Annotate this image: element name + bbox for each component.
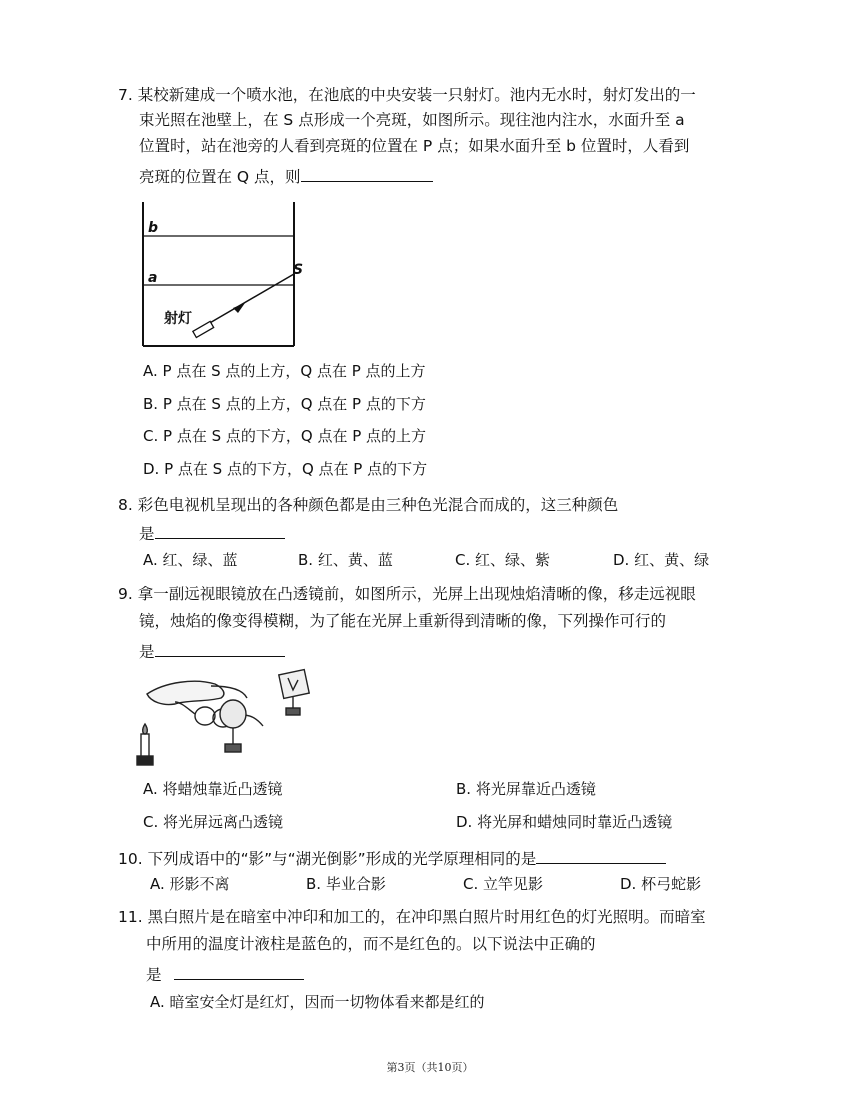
q10-option-d: D. 杯弓蛇影: [620, 875, 702, 893]
q9-option-c: C. 将光屏远离凸透镜: [143, 813, 284, 831]
q7-line4-text: 亮斑的位置在 Q 点，则: [139, 168, 301, 186]
q10-option-c: C. 立竿见影: [463, 875, 544, 893]
q9-line1: 9. 拿一副远视眼镜放在凸透镜前，如图所示，光屏上出现烛焰清晰的像，移走远视眼: [118, 585, 696, 603]
label-s: S: [293, 262, 304, 278]
q11-line1: 11. 黑白照片是在暗室中冲印和加工的，在冲印黑白照片时用红色的灯光照明。而暗室: [118, 908, 706, 926]
answer-blank: [174, 962, 304, 980]
hand-shape: [147, 681, 224, 704]
page-number-footer: 第3页（共10页）: [386, 1061, 474, 1074]
q9-option-a: A. 将蜡烛靠近凸透镜: [143, 780, 283, 798]
pool-figure: [140, 200, 304, 350]
q8-line1: [118, 494, 760, 516]
q7-option-d: D. P 点在 S 点的下方，Q 点在 P 点的下方: [143, 460, 428, 478]
convex-lens-shape: [220, 700, 246, 728]
lens-experiment-figure: [135, 668, 325, 770]
q11-line2-text: 中所用的温度计液柱是蓝色的，而不是红色的。以下说法中正确的: [146, 935, 596, 953]
q9-option-b: B. 将光屏靠近凸透镜: [456, 780, 596, 798]
q9-line3-text: 是: [139, 643, 155, 661]
q10-line1-text: 10. 下列成语中的“影”与“湖光倒影”形成的光学原理相同的是: [118, 850, 537, 868]
label-spotlight: 射灯: [164, 311, 192, 327]
q7-line4: [139, 164, 433, 188]
q7-option-c: C. P 点在 S 点的下方，Q 点在 P 点的上方: [143, 427, 427, 445]
q7-line3: 位置时，站在池旁的人看到亮斑的位置在 P 点；如果水面升至 b 位置时，人看到: [139, 137, 690, 155]
q8-line2-text: 是: [139, 525, 155, 543]
q11-line3-text: 是: [146, 966, 162, 984]
label-b: b: [148, 220, 159, 236]
q10-option-b: B. 毕业合影: [306, 875, 386, 893]
flame-shape: [143, 724, 148, 734]
q11-line3: [146, 962, 304, 986]
q7-option-a: A. P 点在 S 点的上方，Q 点在 P 点的上方: [143, 362, 426, 380]
answer-blank: [536, 846, 666, 864]
q7-option-b: B. P 点在 S 点的上方，Q 点在 P 点的下方: [143, 395, 426, 413]
q7-line2: 束光照在池壁上，在 S 点形成一个亮斑，如图所示。现往池内注水，水面升至 a: [139, 111, 685, 129]
q8-option-a: A. 红、绿、蓝: [143, 551, 238, 569]
q11-option-a: A. 暗室安全灯是红灯，因而一切物体看来都是红的: [150, 993, 485, 1011]
answer-blank: [155, 639, 285, 657]
spotlight-shape: [193, 321, 214, 337]
q8-line2: [139, 521, 285, 545]
q8-option-c: C. 红、绿、紫: [455, 551, 551, 569]
q9-option-d: D. 将光屏和蜡烛同时靠近凸透镜: [456, 813, 673, 831]
answer-blank: [155, 521, 285, 539]
q8-line1-text: 8. 彩色电视机呈现出的各种颜色都是由三种色光混合而成的，这三种颜色: [118, 496, 619, 514]
q8-option-b: B. 红、黄、蓝: [298, 551, 393, 569]
q9-line2: 镜，烛焰的像变得模糊，为了能在光屏上重新得到清晰的像，下列操作可行的: [139, 612, 667, 630]
label-a: a: [148, 270, 158, 286]
q11-line2: [146, 933, 760, 955]
answer-blank: [301, 164, 433, 182]
q10-line1: [118, 846, 666, 870]
light-ray-arrow: [233, 303, 245, 313]
q7-line1: 7. 某校新建成一个喷水池，在池底的中央安装一只射灯。池内无水时，射灯发出的一: [118, 86, 696, 104]
q9-line3: [139, 639, 285, 663]
q8-option-d: D. 红、黄、绿: [613, 551, 710, 569]
q10-option-a: A. 形影不离: [150, 875, 230, 893]
screen-shape: [279, 670, 309, 699]
